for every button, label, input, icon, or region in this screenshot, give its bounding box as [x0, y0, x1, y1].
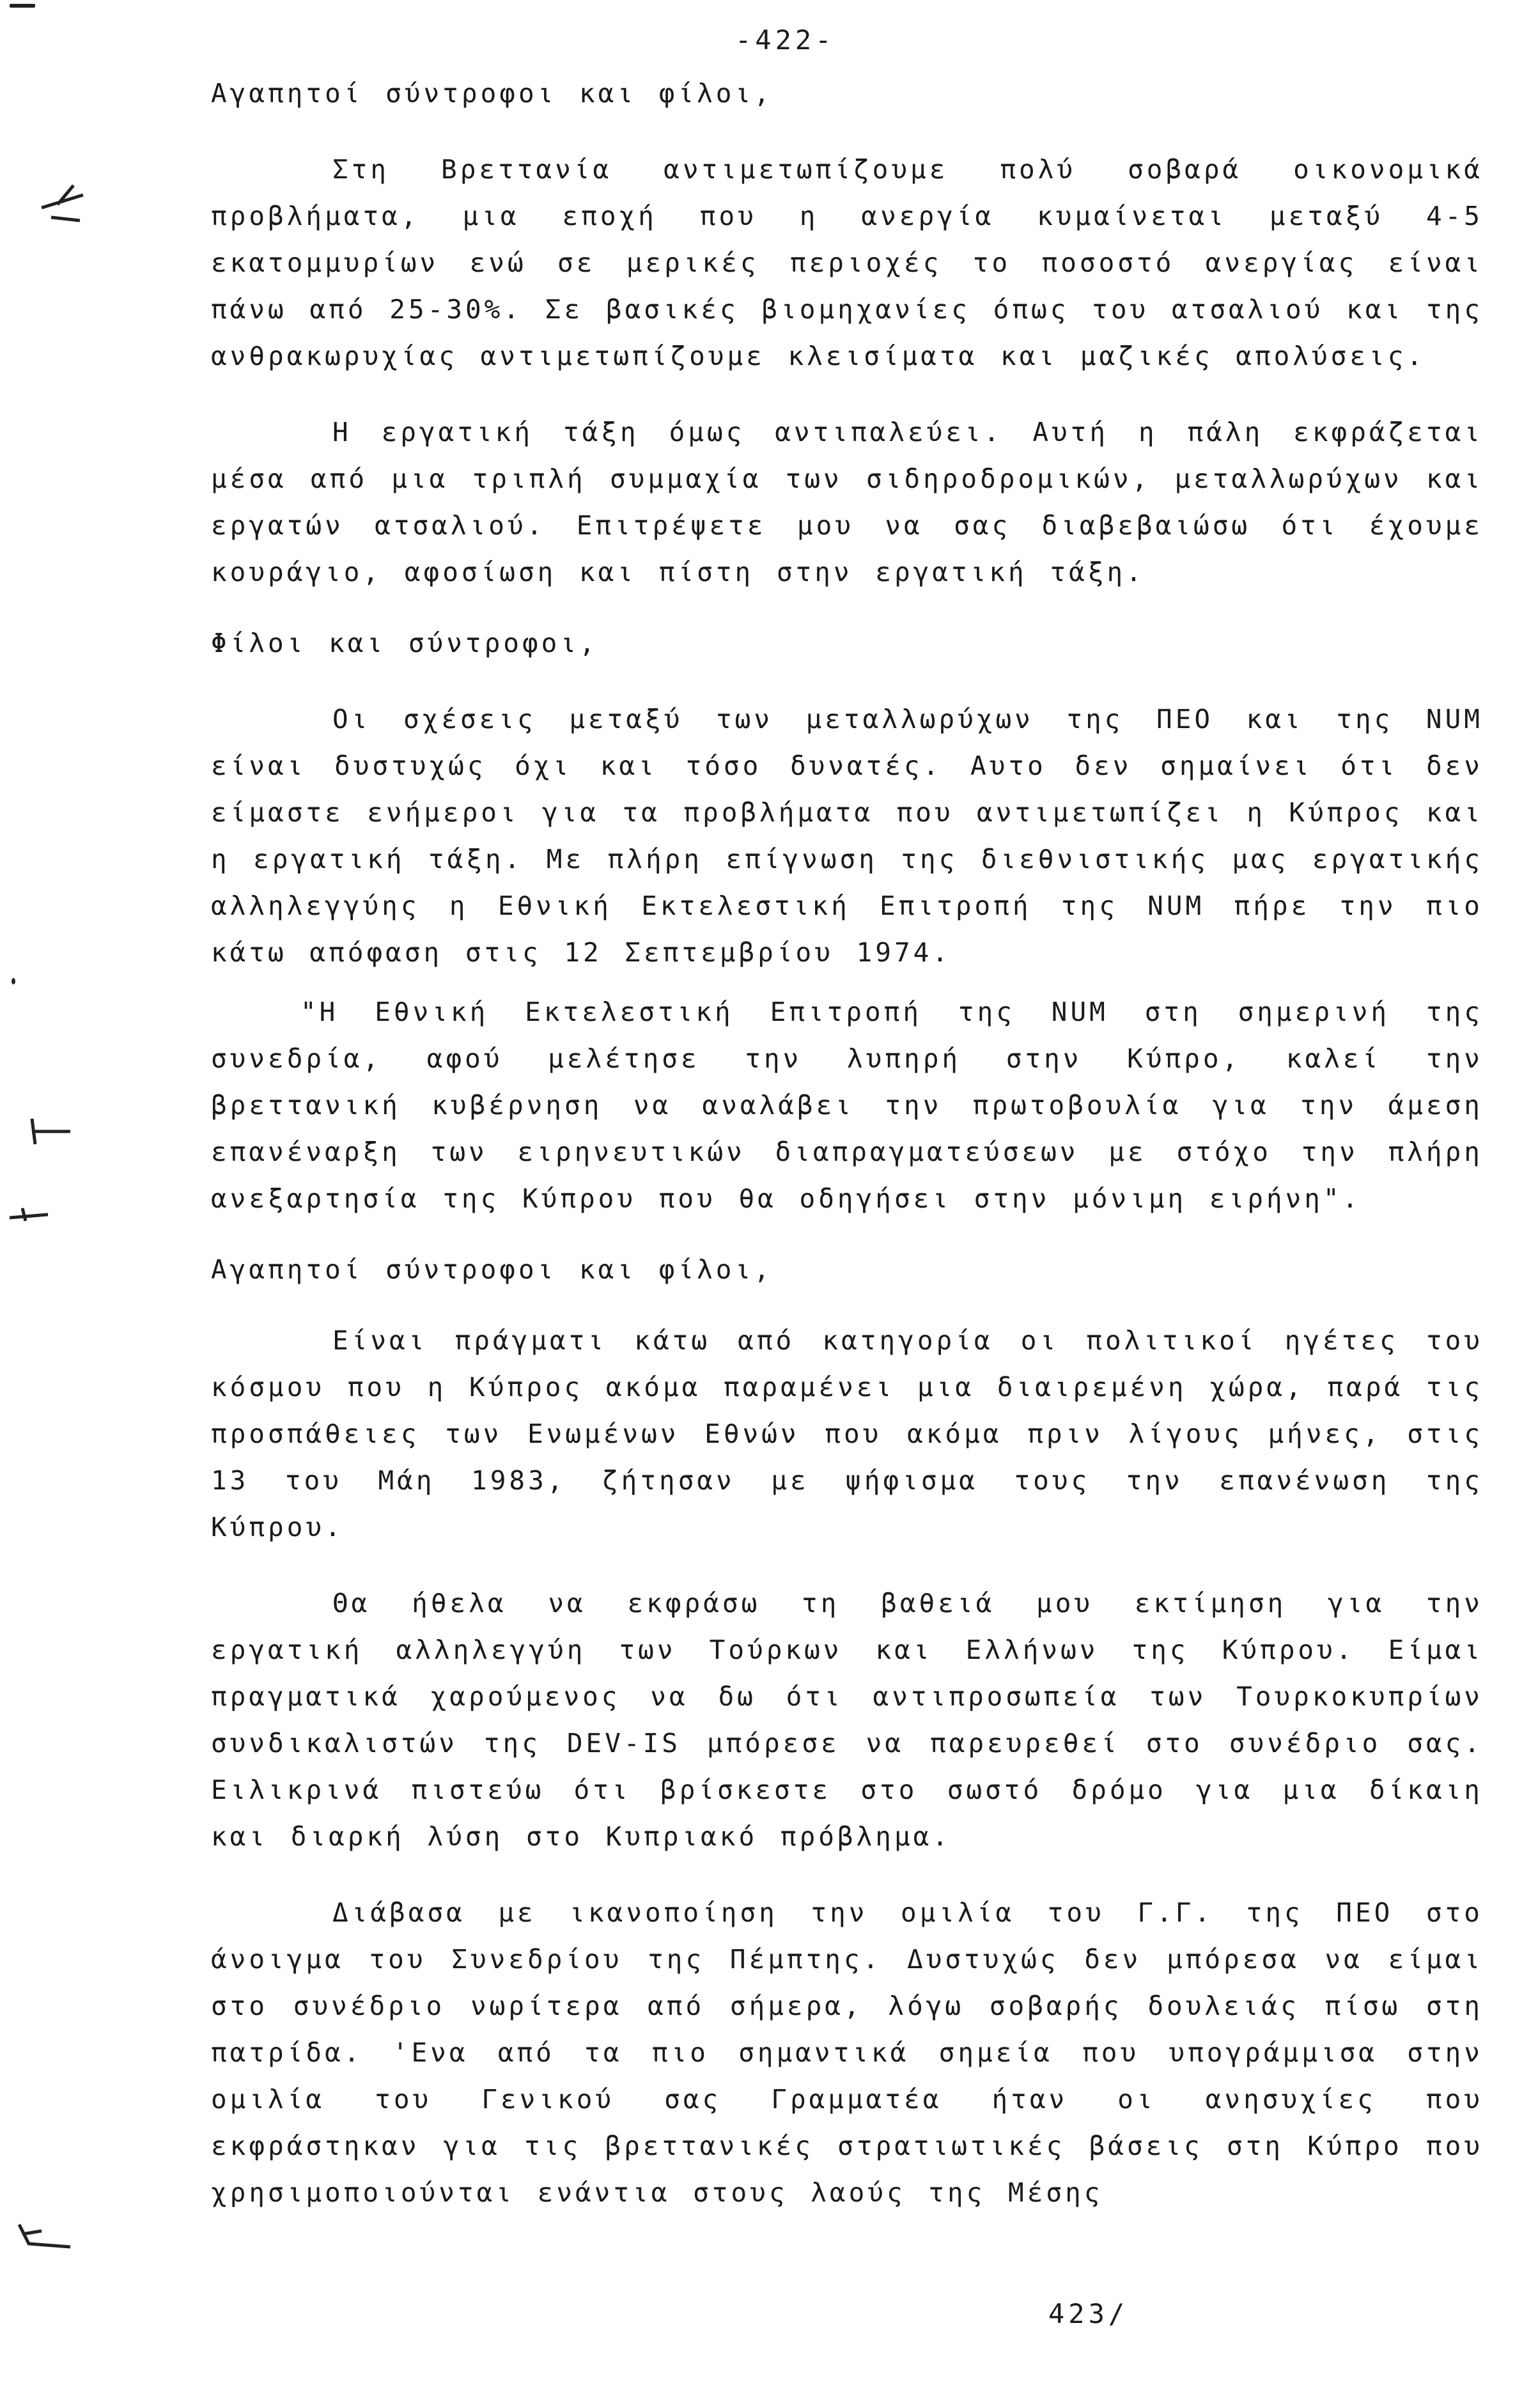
paragraph: Οι σχέσεις μεταξύ των μεταλλωρύχων της ΠΕΟ και της NUM είναι δυστυχώς όχι και τόσο δυνατές. Αυτο δεν σημαίνει ότι δεν είμαστε ενήμεροι για τα προβλήματα που αντιμετωπίζει η Κύπρος και η εργατική τάξη. Με πλήρη επίγνωση της διεθνιστικής μας εργατικής αλληλεγγύης η Εθνική Εκτελεστική Επιτροπή της NUM πήρε την πιο κάτω απόφαση στις 12 Σεπτεμβρίου 1974. — [211, 704, 1483, 968]
letter-body — [211, 70, 1483, 2216]
salutation: Αγαπητοί σύντροφοι και φίλοι, — [211, 78, 773, 109]
salutation: Φίλοι και σύντροφοι, — [211, 628, 598, 658]
paragraph: Θα ήθελα να εκφράσω τη βαθειά μου εκτίμηση για την εργατική αλληλεγγύη των Τούρκων και Ελλήνων της Κύπρου. Είμαι πραγματικά χαρούμενος να δω ότι αντιπροσωπεία των Τουρκοκυπρίων συνδικαλιστών της DEV-IS μπόρεσε να παρευρεθεί στο συνέδριο σας. Ειλικρινά πιστεύω ότι βρίσκεστε στο σωστό δρόμο για μια δίκαιη και διαρκή λύση στο Κυπριακό πρόβλημα. — [211, 1588, 1483, 1852]
paragraph: Στη Βρεττανία αντιμετωπίζουμε πολύ σοβαρά οικονομικά προβλήματα, μια εποχή που η ανεργία κυμαίνεται μεταξύ 4-5 εκατομμυρίων ενώ σε μερικές περιοχές το ποσοστό ανεργίας είναι πάνω από 25-30%. Σε βασικές βιομηχανίες όπως του ατσαλιού και της ανθρακωρυχίας αντιμετωπίζουμε κλεισίματα και μαζικές απολύσεις. — [211, 154, 1483, 371]
margin-arrow-mark-icon — [16, 2218, 74, 2250]
scan-speck — [10, 4, 35, 8]
page-number: -422- — [735, 24, 835, 56]
next-page-marker: 423/ — [1048, 2298, 1129, 2329]
paragraph: Διάβασα με ικανοποίηση την ομιλία του Γ.Γ. της ΠΕΟ στο άνοιγμα του Συνεδρίου της Πέμπτης. Δυστυχώς δεν μπόρεσα να είμαι στο συνέδριο νωρίτερα από σήμερα, λόγω σοβαρής δουλειάς πίσω στη πατρίδα. 'Ενα από τα πιο σημαντικά σημεία που υπογράμμισα στην ομιλία του Γενικού σας Γραμματέα ήταν οι ανησυχίες που εκφράστηκαν για τις βρεττανικές στρατιωτικές βάσεις στη Κύπρο που χρησιμοποιούνται ενάντια στους λαούς της Μέσης — [211, 1897, 1483, 2208]
margin-arrow-mark-icon — [6, 1202, 51, 1227]
salutation: Αγαπητοί σύντροφοι και φίλοι, — [211, 1254, 773, 1285]
margin-arrow-mark-icon — [29, 1115, 74, 1147]
paragraph: Η εργατική τάξη όμως αντιπαλεύει. Αυτή η πάλη εκφράζεται μέσα από μια τριπλή συμμαχία των σιδηροδρομικών, μεταλλωρύχων και εργατών ατσαλιού. Επιτρέψετε μου να σας διαβεβαιώσω ότι έχουμε κουράγιο, αφοσίωση και πίστη στην εργατική τάξη. — [211, 417, 1483, 587]
scan-speck — [12, 978, 15, 984]
margin-arrow-mark-icon — [38, 182, 89, 227]
quotation: "Η Εθνική Εκτελεστική Επιτροπή της NUM στη σημερινή της συνεδρία, αφού μελέτησε την λυπηρή στην Κύπρο, καλεί την βρεττανική κυβέρνηση να αναλάβει την πρωτοβουλία για την άμεση επανέναρξη των ειρηνευτικών διαπραγματεύσεων με στόχο την πλήρη ανεξαρτησία της Κύπρου που θα οδηγήσει στην μόνιμη ειρήνη". — [211, 997, 1483, 1214]
paragraph: Είναι πράγματι κάτω από κατηγορία οι πολιτικοί ηγέτες του κόσμου που η Κύπρος ακόμα παραμένει μια διαιρεμένη χώρα, παρά τις προσπάθειες των Ενωμένων Εθνών που ακόμα πριν λίγους μήνες, στις 13 του Μάη 1983, ζήτησαν με ψήφισμα τους την επανένωση της Κύπρου. — [211, 1325, 1483, 1542]
